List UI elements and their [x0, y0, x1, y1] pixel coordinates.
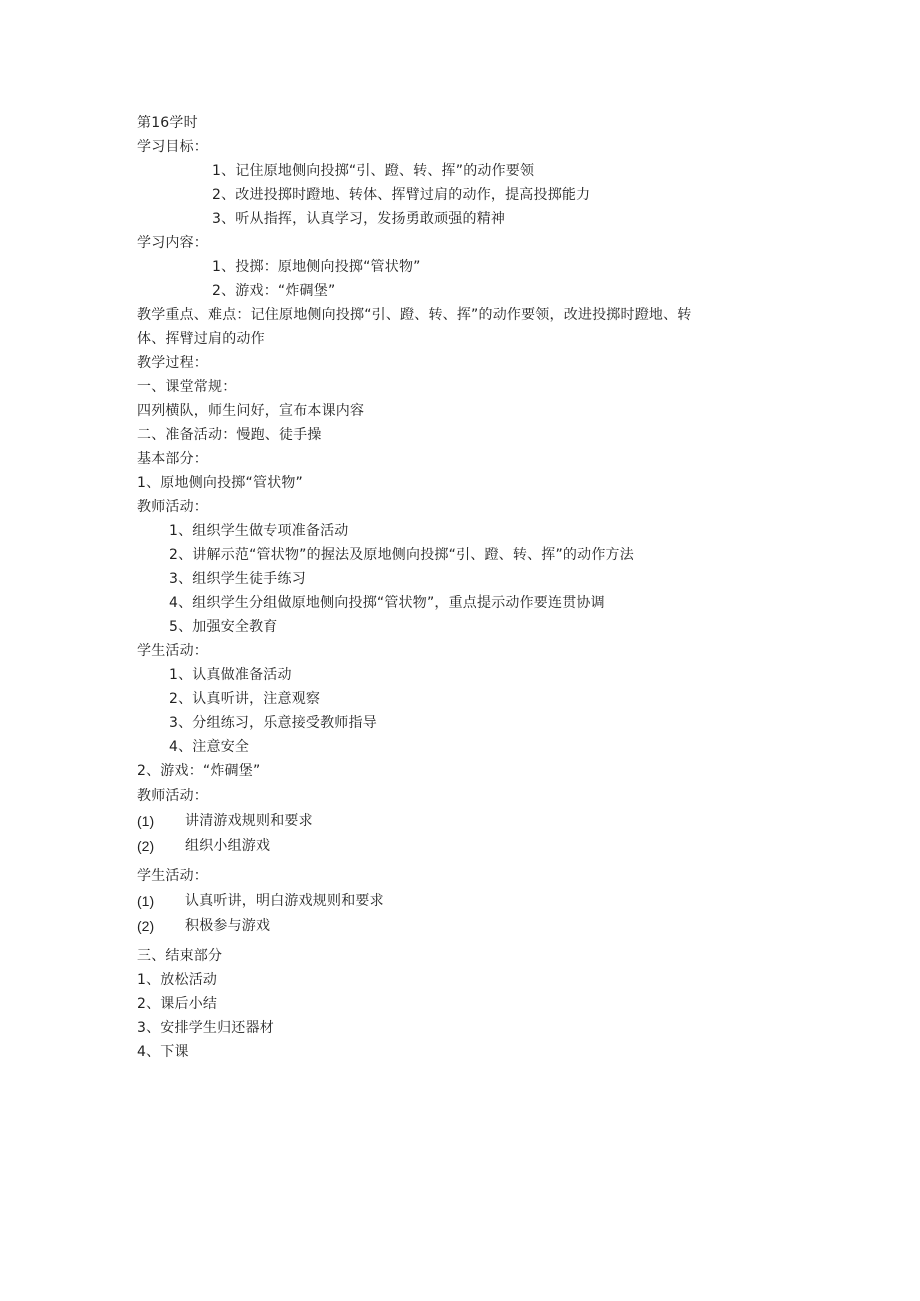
objective-item: 3、听从指挥，认真学习，发扬勇敢顽强的精神	[212, 211, 506, 227]
item2-teacher-number: (2)	[137, 838, 155, 854]
content-item: 2、游戏：“炸碉堡”	[212, 283, 336, 299]
process-heading: 教学过程：	[137, 355, 208, 371]
item2-teacher-step: 讲清游戏规则和要求	[185, 813, 313, 829]
ending-item: 3、安排学生归还器材	[137, 1020, 274, 1036]
objective-item: 1、记住原地侧向投掷“引、蹬、转、挥”的动作要领	[212, 163, 535, 179]
item2-student-number: (1)	[137, 893, 155, 909]
ending-heading: 三、结束部分	[137, 948, 223, 964]
item2-student-step: 积极参与游戏	[185, 918, 271, 934]
key-points-line2: 体、挥臂过肩的动作	[137, 331, 265, 347]
content-item: 1、投掷：原地侧向投掷“管状物”	[212, 259, 421, 275]
item1-student-step: 2、认真听讲，注意观察	[169, 691, 321, 707]
objectives-heading: 学习目标：	[137, 139, 208, 155]
item1-teacher-step: 3、组织学生徒手练习	[169, 571, 306, 587]
item2-teacher-heading: 教师活动：	[137, 788, 208, 804]
ending-item: 4、下课	[137, 1044, 189, 1060]
item1-student-step: 4、注意安全	[169, 739, 250, 755]
item2-teacher-number: (1)	[137, 813, 155, 829]
ending-item: 2、课后小结	[137, 996, 218, 1012]
basic-heading: 基本部分：	[137, 451, 208, 467]
lesson-title: 第16学时	[137, 115, 198, 131]
item1-teacher-step: 1、组织学生做专项准备活动	[169, 523, 349, 539]
item1-title: 1、原地侧向投掷“管状物”	[137, 475, 304, 491]
routine-text: 四列横队，师生问好，宣布本课内容	[137, 403, 365, 419]
key-points-line1: 教学重点、难点：记住原地侧向投掷“引、蹬、转、挥”的动作要领，改进投掷时蹬地、转	[137, 307, 692, 323]
warmup-line: 二、准备活动：慢跑、徒手操	[137, 427, 322, 443]
ending-item: 1、放松活动	[137, 972, 218, 988]
item1-student-step: 1、认真做准备活动	[169, 667, 292, 683]
routine-heading: 一、课堂常规：	[137, 379, 237, 395]
item2-student-step: 认真听讲，明白游戏规则和要求	[185, 893, 384, 909]
item2-student-heading: 学生活动：	[137, 868, 208, 884]
item1-student-heading: 学生活动：	[137, 643, 208, 659]
item2-student-number: (2)	[137, 918, 155, 934]
item1-teacher-heading: 教师活动：	[137, 499, 208, 515]
item1-student-step: 3、分组练习，乐意接受教师指导	[169, 715, 377, 731]
item2-teacher-step: 组织小组游戏	[185, 838, 271, 854]
content-heading: 学习内容：	[137, 235, 208, 251]
item1-teacher-step: 4、组织学生分组做原地侧向投掷“管状物”，重点提示动作要连贯协调	[169, 595, 605, 611]
item1-teacher-step: 5、加强安全教育	[169, 619, 278, 635]
item1-teacher-step: 2、讲解示范“管状物”的握法及原地侧向投掷“引、蹬、转、挥”的动作方法	[169, 547, 634, 563]
item2-title: 2、游戏：“炸碉堡”	[137, 763, 261, 779]
objective-item: 2、改进投掷时蹬地、转体、挥臂过肩的动作，提高投掷能力	[212, 187, 591, 203]
